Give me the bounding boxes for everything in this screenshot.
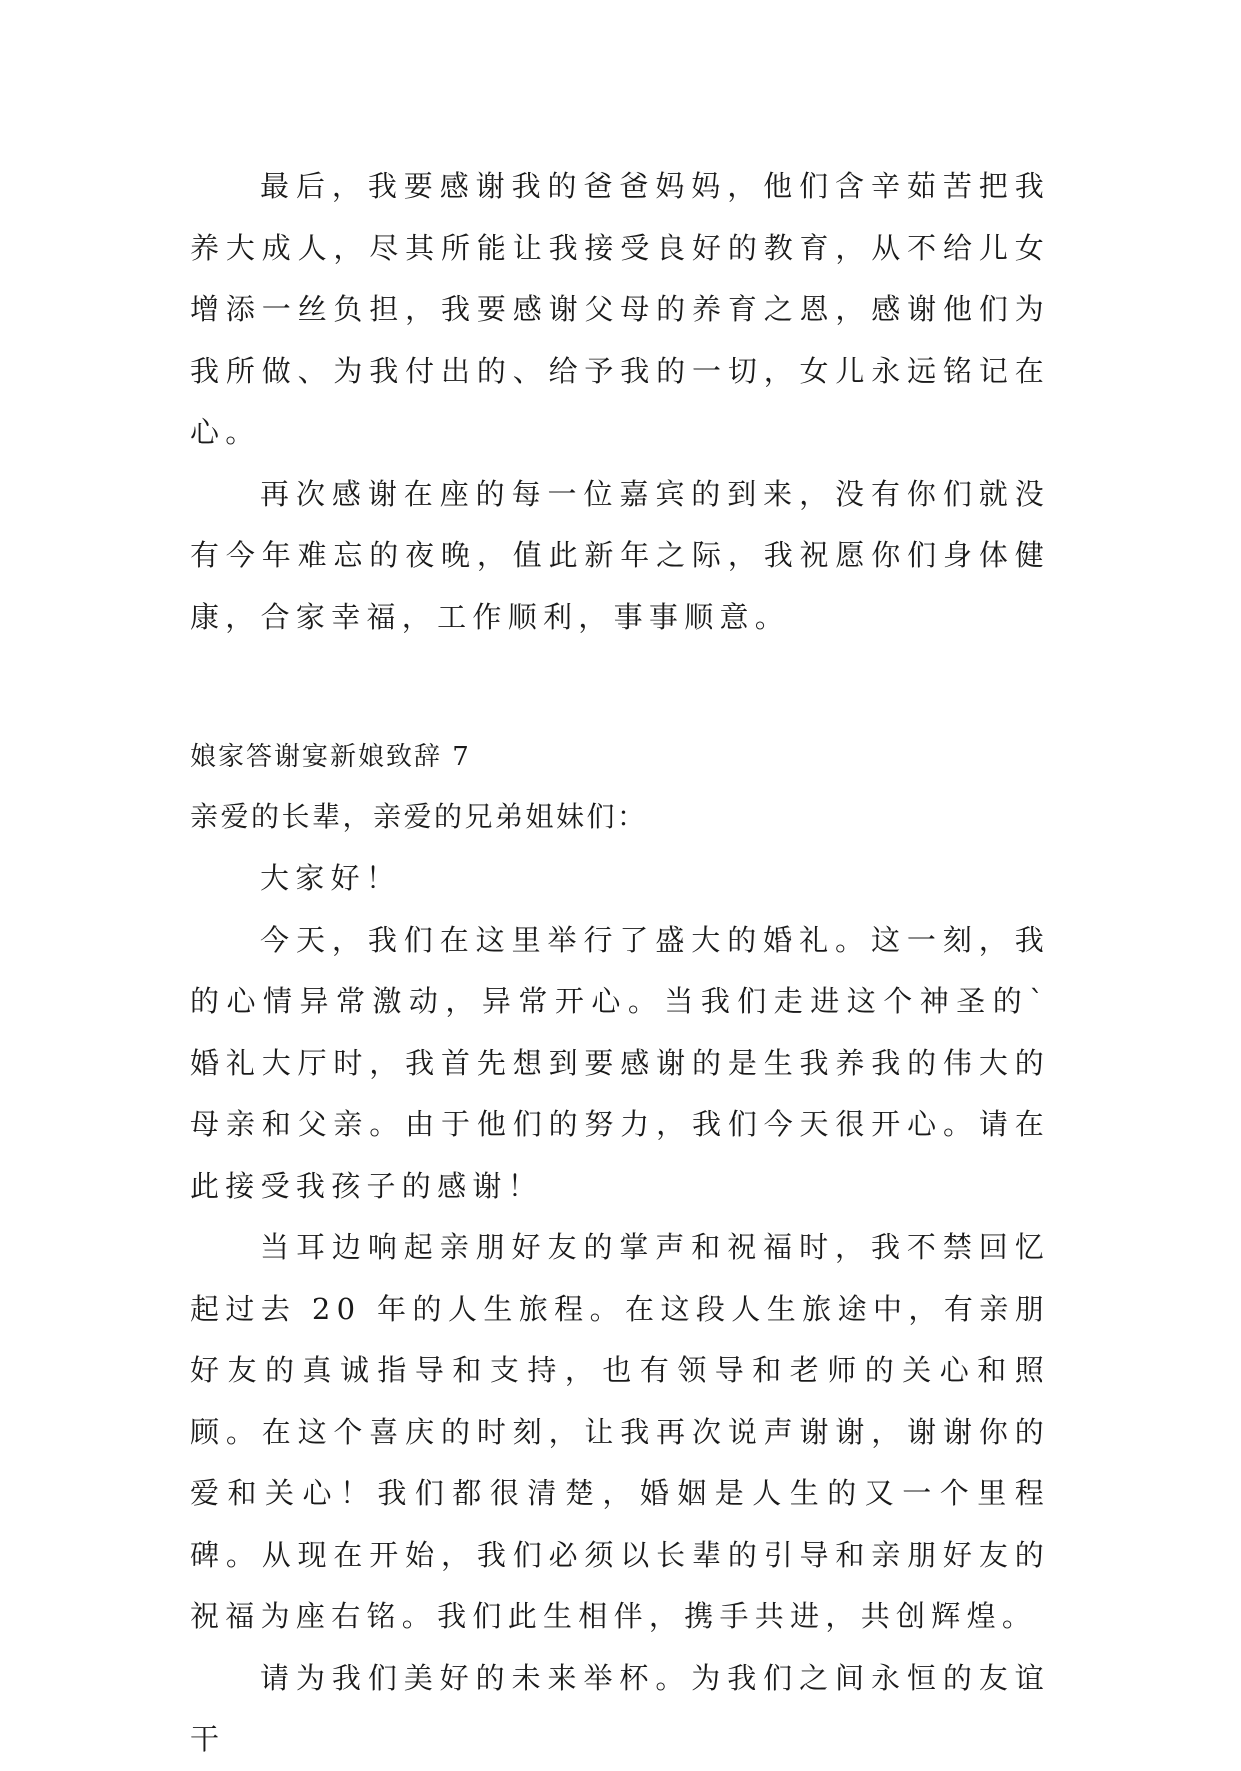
salutation: 亲爱的长辈，亲爱的兄弟姐妹们： (190, 800, 648, 833)
paragraph-toast: 请为我们美好的未来举杯。为我们之间永恒的友谊干 (190, 1660, 1050, 1756)
section-spacer (190, 648, 1050, 728)
paragraph-life-journey: 当耳边响起亲朋好友的掌声和祝福时，我不禁回忆起过去 20 年的人生旅程。在这段人生旅途中，有亲朋好友的真诚指导和支持，也有领导和老师的关心和照顾。在这个喜庆的时刻，让我再次说声谢谢，谢谢你的爱和关心！我们都很清楚，婚姻是人生的又一个里程碑。从现在开始，我们必须以长辈的引导和亲朋好友的祝福为座右铭。我们此生相伴，携手共进，共创辉煌。 (190, 1230, 1050, 1633)
paragraph-wedding-today: 今天，我们在这里举行了盛大的婚礼。这一刻，我的心情异常激动，异常开心。当我们走进这个神圣的`婚礼大厅时，我首先想到要感谢的是生我养我的伟大的母亲和父亲。由于他们的努力，我们今天很开心。请在此接受我孩子的感谢！ (190, 922, 1050, 1203)
paragraph-thanks-parents: 最后，我要感谢我的爸爸妈妈，他们含辛茹苦把我养大成人，尽其所能让我接受良好的教育，从不给儿女增添一丝负担，我要感谢父母的养育之恩，感谢他们为我所做、为我付出的、给予我的一切，女儿永远铭记在心。 (190, 169, 1050, 449)
document-body (190, 156, 1050, 1771)
greeting: 大家好！ (260, 861, 402, 895)
section-title: 娘家答谢宴新娘致辞 7 (190, 742, 471, 772)
paragraph-thanks-guests: 再次感谢在座的每一位嘉宾的到来，没有你们就没有今年难忘的夜晚，值此新年之际，我祝愿你们身体健康，合家幸福，工作顺利，事事顺意。 (190, 476, 1050, 634)
